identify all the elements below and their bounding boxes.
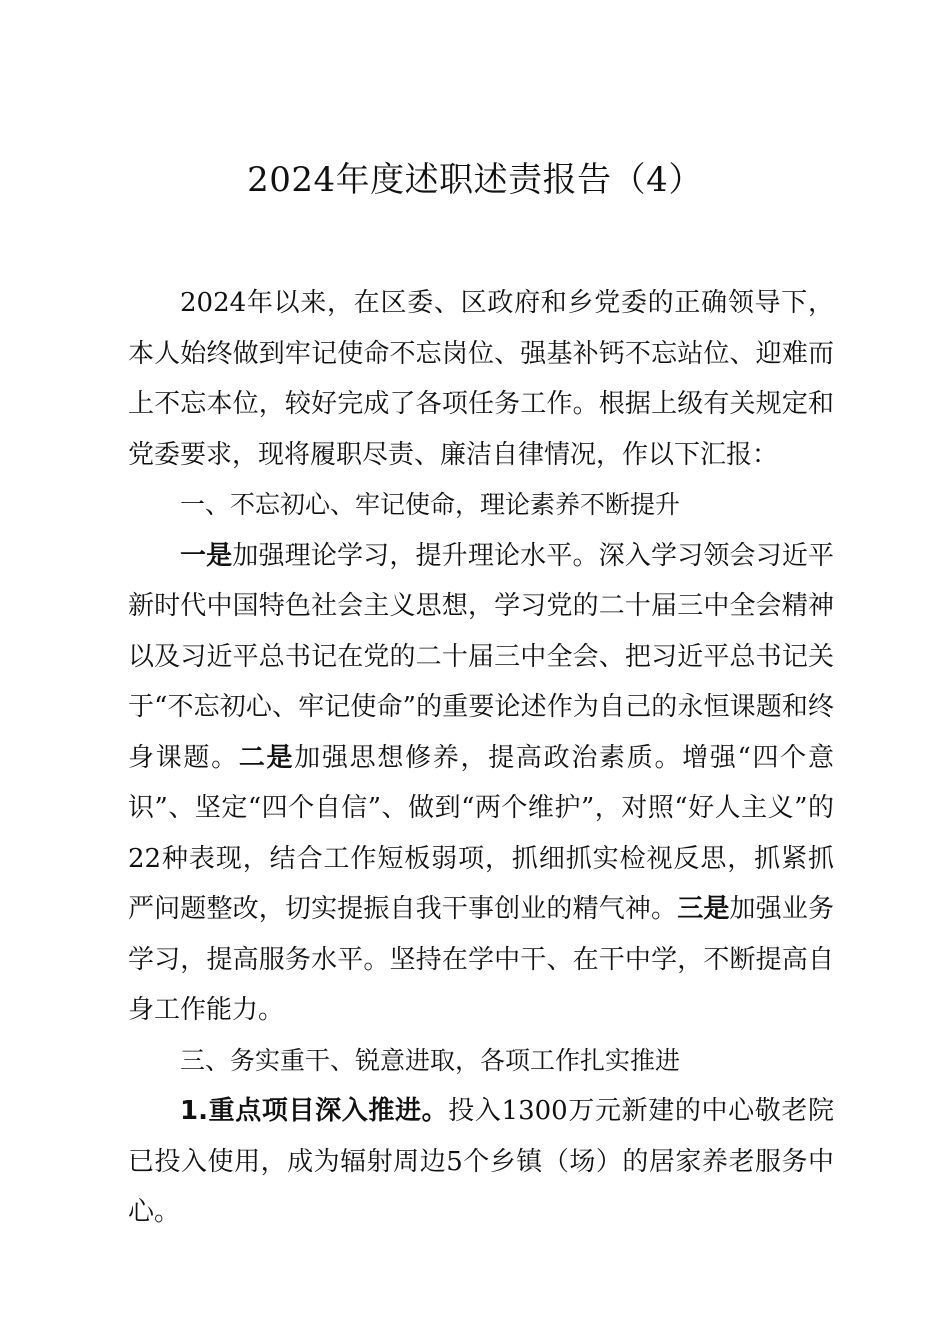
point-1-lead: 一是 xyxy=(180,540,233,571)
section-3-paragraph xyxy=(128,1086,834,1238)
intro-paragraph: 2024年以来，在区委、区政府和乡党委的正确领导下，本人始终做到牢记使命不忘岗位、强基补钙不忘站位、迎难而上不忘本位，较好完成了各项任务工作。根据上级有关规定和党委要求，现将履职尽责、廉洁自律情况，作以下汇报： xyxy=(128,288,834,470)
section-1-heading: 一、不忘初心、牢记使命，理论素养不断提升 xyxy=(180,490,681,519)
point-2-lead: 二是 xyxy=(238,742,295,773)
point-3-text: 加强业务学习，提高服务水平。坚持在学中干、在干中学，不断提高自身工作能力。 xyxy=(128,894,834,1025)
section-1-paragraph xyxy=(128,531,834,1036)
item-1-lead: 1.重点项目深入推进。 xyxy=(180,1096,449,1126)
point-2-text: 加强思想修养，提高政治素质。增强“四个意识”、坚定“四个自信”、做到“两个维护”，对照“好人主义”的22种表现，结合工作短板弱项，抓细抓实检视反思，抓紧抓严问题整改，切实提振自我干事创业的精气神。 xyxy=(128,742,834,924)
document-title: 2024年度述职述责报告（4） xyxy=(247,160,703,200)
point-3-lead: 三是 xyxy=(677,894,730,924)
document-body xyxy=(128,278,834,1238)
item-1-text: 投入1300万元新建的中心敬老院已投入使用，成为辐射周边5个乡镇（场）的居家养老服务中心。 xyxy=(128,1096,835,1227)
section-3-heading: 三、务实重干、锐意进取，各项工作扎实推进 xyxy=(180,1045,681,1075)
point-1-text: 加强理论学习，提升理论水平。深入学习领会习近平新时代中国特色社会主义思想，学习党的二十届三中全会精神以及习近平总书记在党的二十届三中全会、把习近平总书记关于“不忘初心、牢记使命”的重要论述作为自己的永恒课题和终身课题。 xyxy=(128,540,834,773)
